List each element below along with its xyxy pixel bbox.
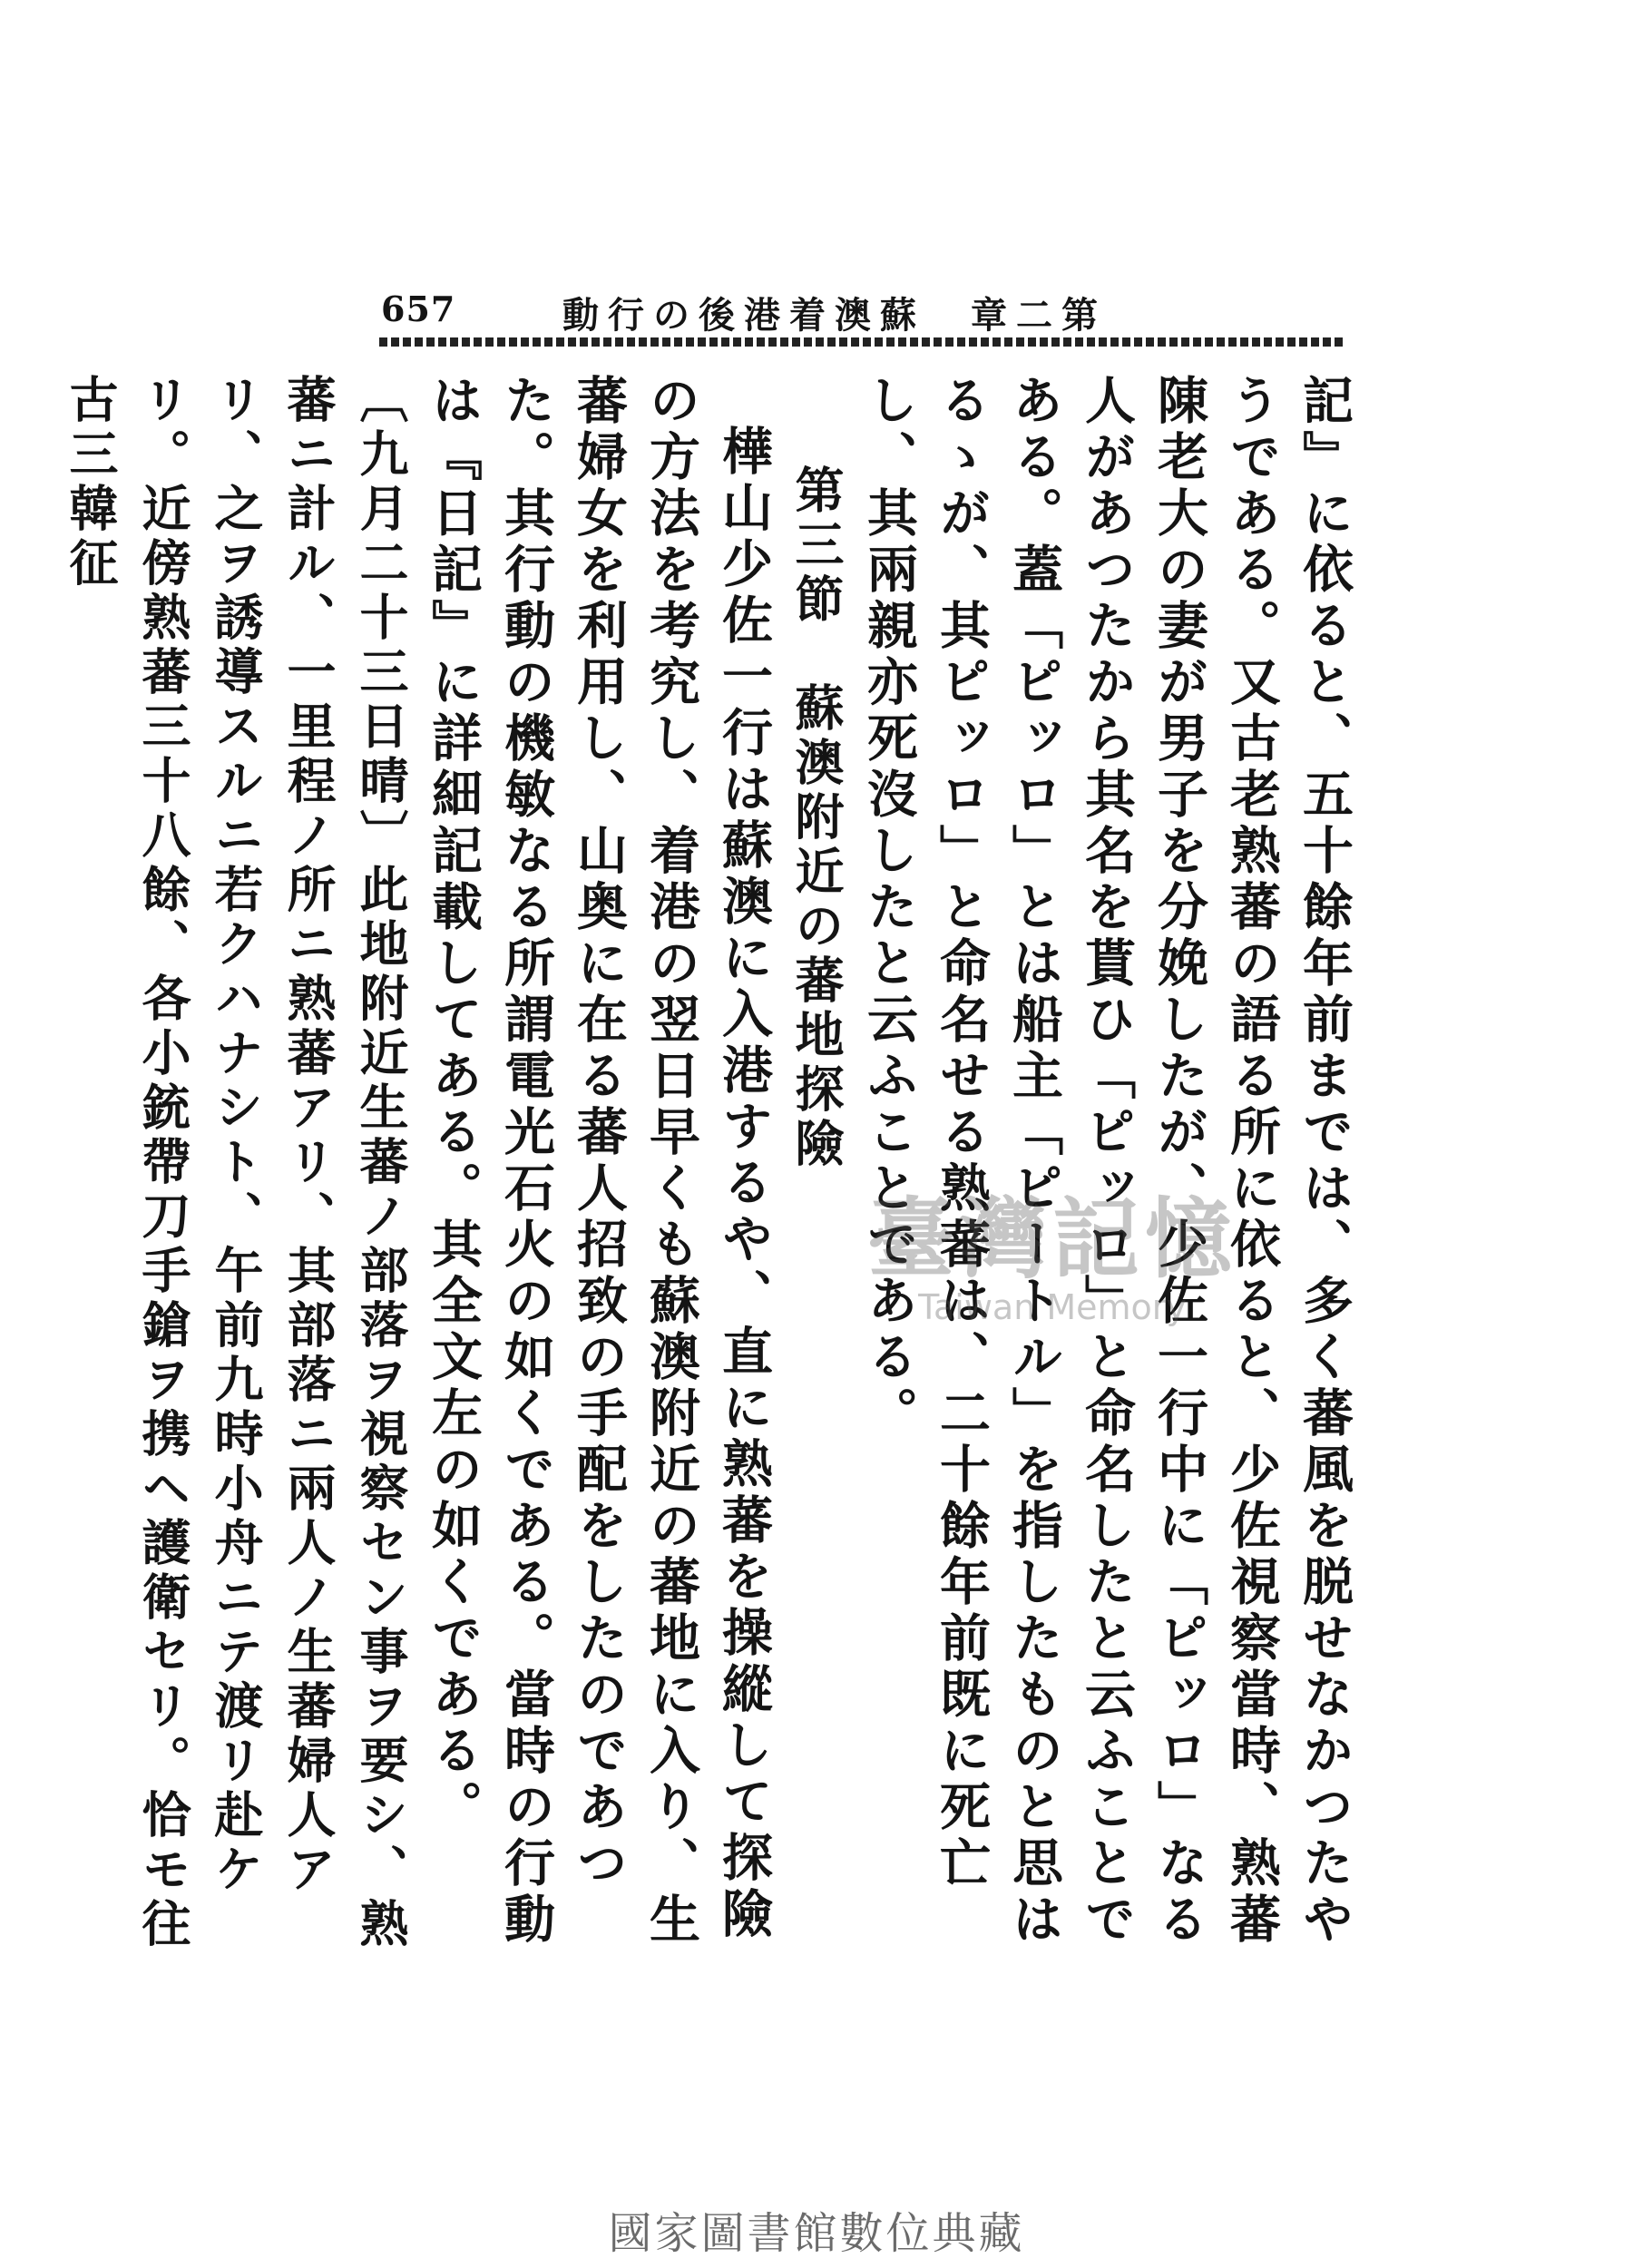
- watermark-english: Taiwan Memory: [918, 1287, 1187, 1327]
- paragraph-continuation: 記』に依ると、五十餘年前までは、多く蕃風を脱せなかつたやうである。又古老熟蕃の語る所に依ると、少佐視察當時、熟蕃陳老大の妻が男子を分娩したが、少佐一行中に「ピッロ」なる人があつたから其名を貰ひ「ピッロ」と命名したと云ふことである。蓋「ピッロ」とは船主「ピートル」を指したものと思はるゝが、其ピッロ」と命名せる熟蕃は、二十餘年前既に死亡し、其兩親亦死沒したと云ふことである。: [859, 374, 1354, 1949]
- watermark: [807, 1170, 1297, 1327]
- watermark-chinese: 臺灣記憶: [867, 1188, 1237, 1290]
- section-heading: 第三節 蘇澳附近の蕃地探險: [787, 464, 846, 1172]
- header-rule: [379, 337, 1343, 347]
- paragraph-exploration: 樺山少佐一行は蘇澳に入港するや、直に熟蕃を操縱して探險の方法を考究し、着港の翌日早くも蘇澳附近の蕃地に入り、生蕃婦女を利用し、山奥に在る蕃人招致の手配をしたのであつた。其行動の機敏なる所謂電光石火の如くである。當時の行動は『日記』に詳細記載してある。其全文左の如くである。: [424, 374, 774, 1949]
- footer-label: 國家圖書館數位典藏: [608, 2208, 1025, 2259]
- running-head: 第二章 蘇澳着港後の行動: [562, 294, 1107, 337]
- page-number: 657: [381, 288, 456, 329]
- diary-entry: 〔九月二十三日晴〕此地附近生蕃ノ部落ヲ視察セン事ヲ要シ、熟蕃ニ計ル、一里程ノ所ニ熟蕃アリ、其部落ニ兩人ノ生蕃婦人アリ、之ヲ誘導スルニ若クハナシト、午前九時小舟ニテ渡リ赴ケリ。近傍熟蕃三十八餘、各小銃帶刀手鎗ヲ携ヘ護衛セリ。恰モ往古三韓征: [62, 374, 410, 1952]
